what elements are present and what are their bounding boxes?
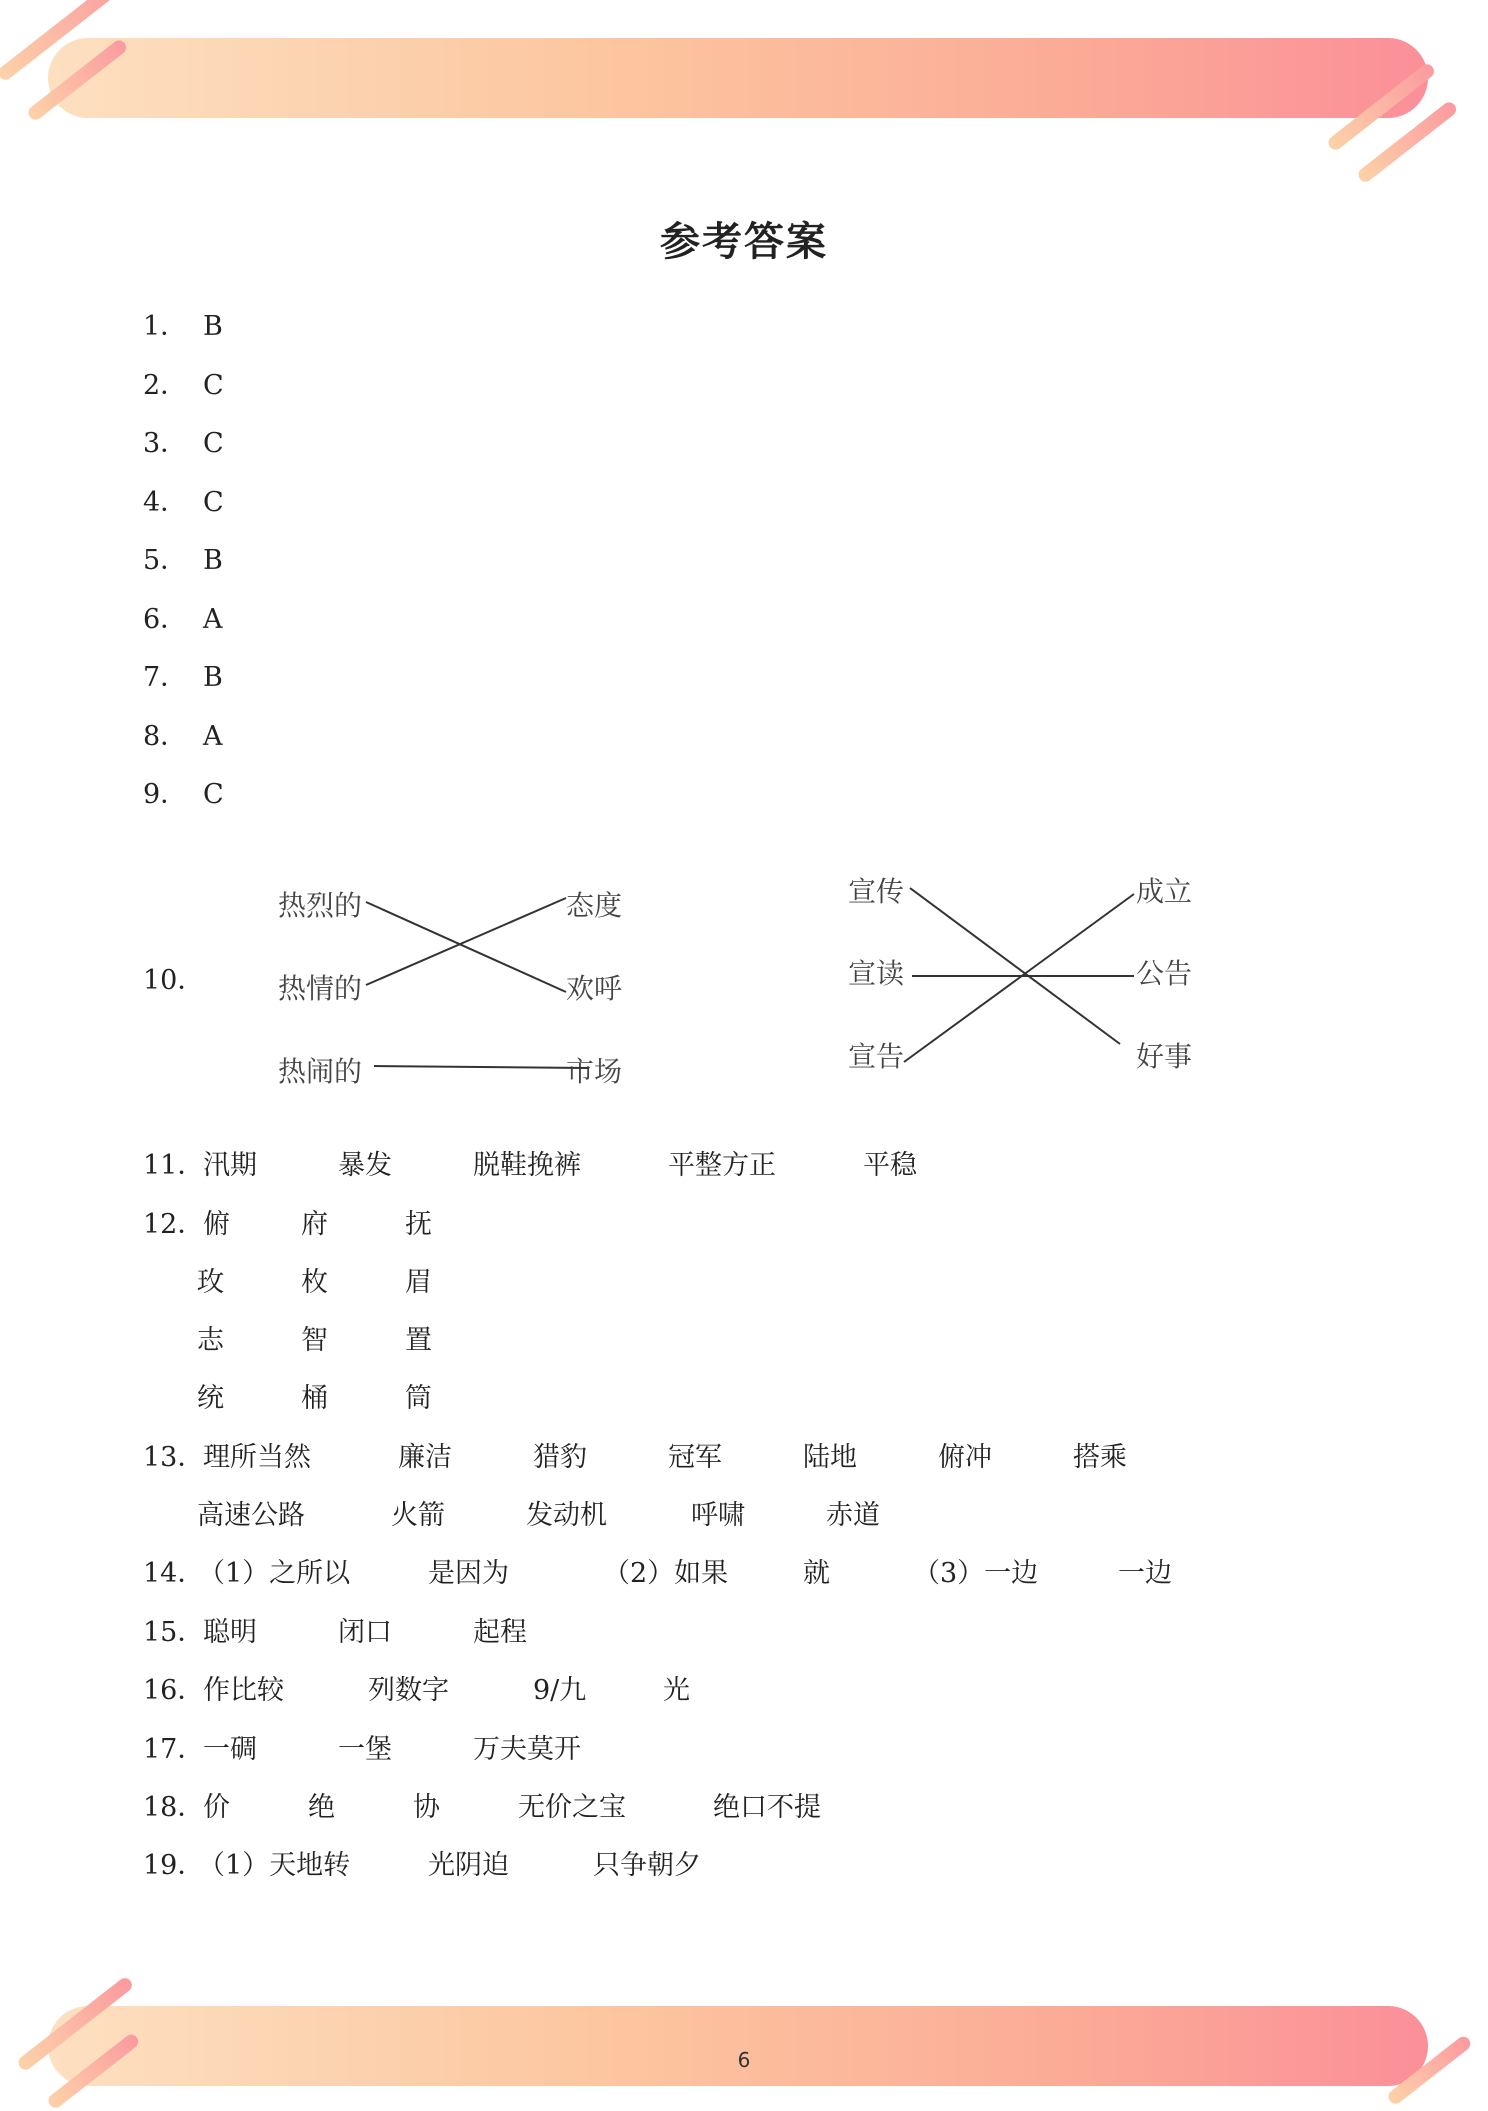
match-line — [366, 898, 566, 985]
match-line — [366, 902, 566, 992]
match-right-word: 欢呼 — [566, 972, 623, 1005]
q17-line: 17． 一碉 一堡 万夫莫开 — [143, 1734, 581, 1765]
match-line — [374, 1066, 588, 1068]
match-right-word: 好事 — [1136, 1040, 1193, 1073]
answer-line: 8． A — [143, 721, 223, 752]
match-line — [910, 888, 1120, 1044]
match-right-word: 态度 — [566, 889, 623, 922]
q11-line: 11． 汛期 暴发 脱鞋挽裤 平整方正 平稳 — [143, 1150, 917, 1181]
answer-line: 2． C — [143, 370, 224, 401]
answer-line: 3． C — [143, 428, 224, 459]
q18-line: 18． 价 绝 协 无价之宝 绝口不提 — [143, 1792, 821, 1823]
match-right-word: 市场 — [566, 1055, 623, 1088]
q16-line: 16． 作比较 列数字 9/九 光 — [143, 1675, 690, 1706]
q10-number: 10． — [143, 965, 205, 996]
page-title: 参考答案 — [660, 219, 828, 265]
q14-line: 14． （1）之所以 是因为 （2）如果 就 （3）一边 一边 — [143, 1558, 1172, 1589]
match-right-word: 成立 — [1136, 875, 1193, 908]
answer-line: 7． B — [143, 662, 223, 693]
q13-line: 13． 理所当然 廉洁 猎豹 冠军 陆地 俯冲 搭乘 — [143, 1442, 1127, 1473]
answer-line: 4． C — [143, 487, 224, 518]
q15-line: 15． 聪明 闭口 起程 — [143, 1617, 527, 1648]
match-left-word: 宣传 — [848, 875, 905, 908]
match-right-word: 公告 — [1136, 957, 1193, 990]
match-line — [904, 894, 1134, 1062]
match-left-word: 热情的 — [278, 972, 363, 1005]
page-number: 6 — [737, 2048, 751, 2072]
q12-line: 12． 俯 府 抚 — [143, 1209, 432, 1240]
match-left-word: 热烈的 — [278, 889, 363, 922]
match-left-word: 热闹的 — [278, 1055, 363, 1088]
match-left-word: 宣告 — [848, 1040, 905, 1073]
answer-line: 1． B — [143, 311, 223, 342]
q19-line: 19． （1）天地转 光阴迫 只争朝夕 — [143, 1850, 701, 1881]
answer-line: 5． B — [143, 545, 223, 576]
match-left-word: 宣读 — [848, 957, 905, 990]
answer-line: 9． C — [143, 779, 224, 810]
answer-line: 6． A — [143, 604, 223, 635]
